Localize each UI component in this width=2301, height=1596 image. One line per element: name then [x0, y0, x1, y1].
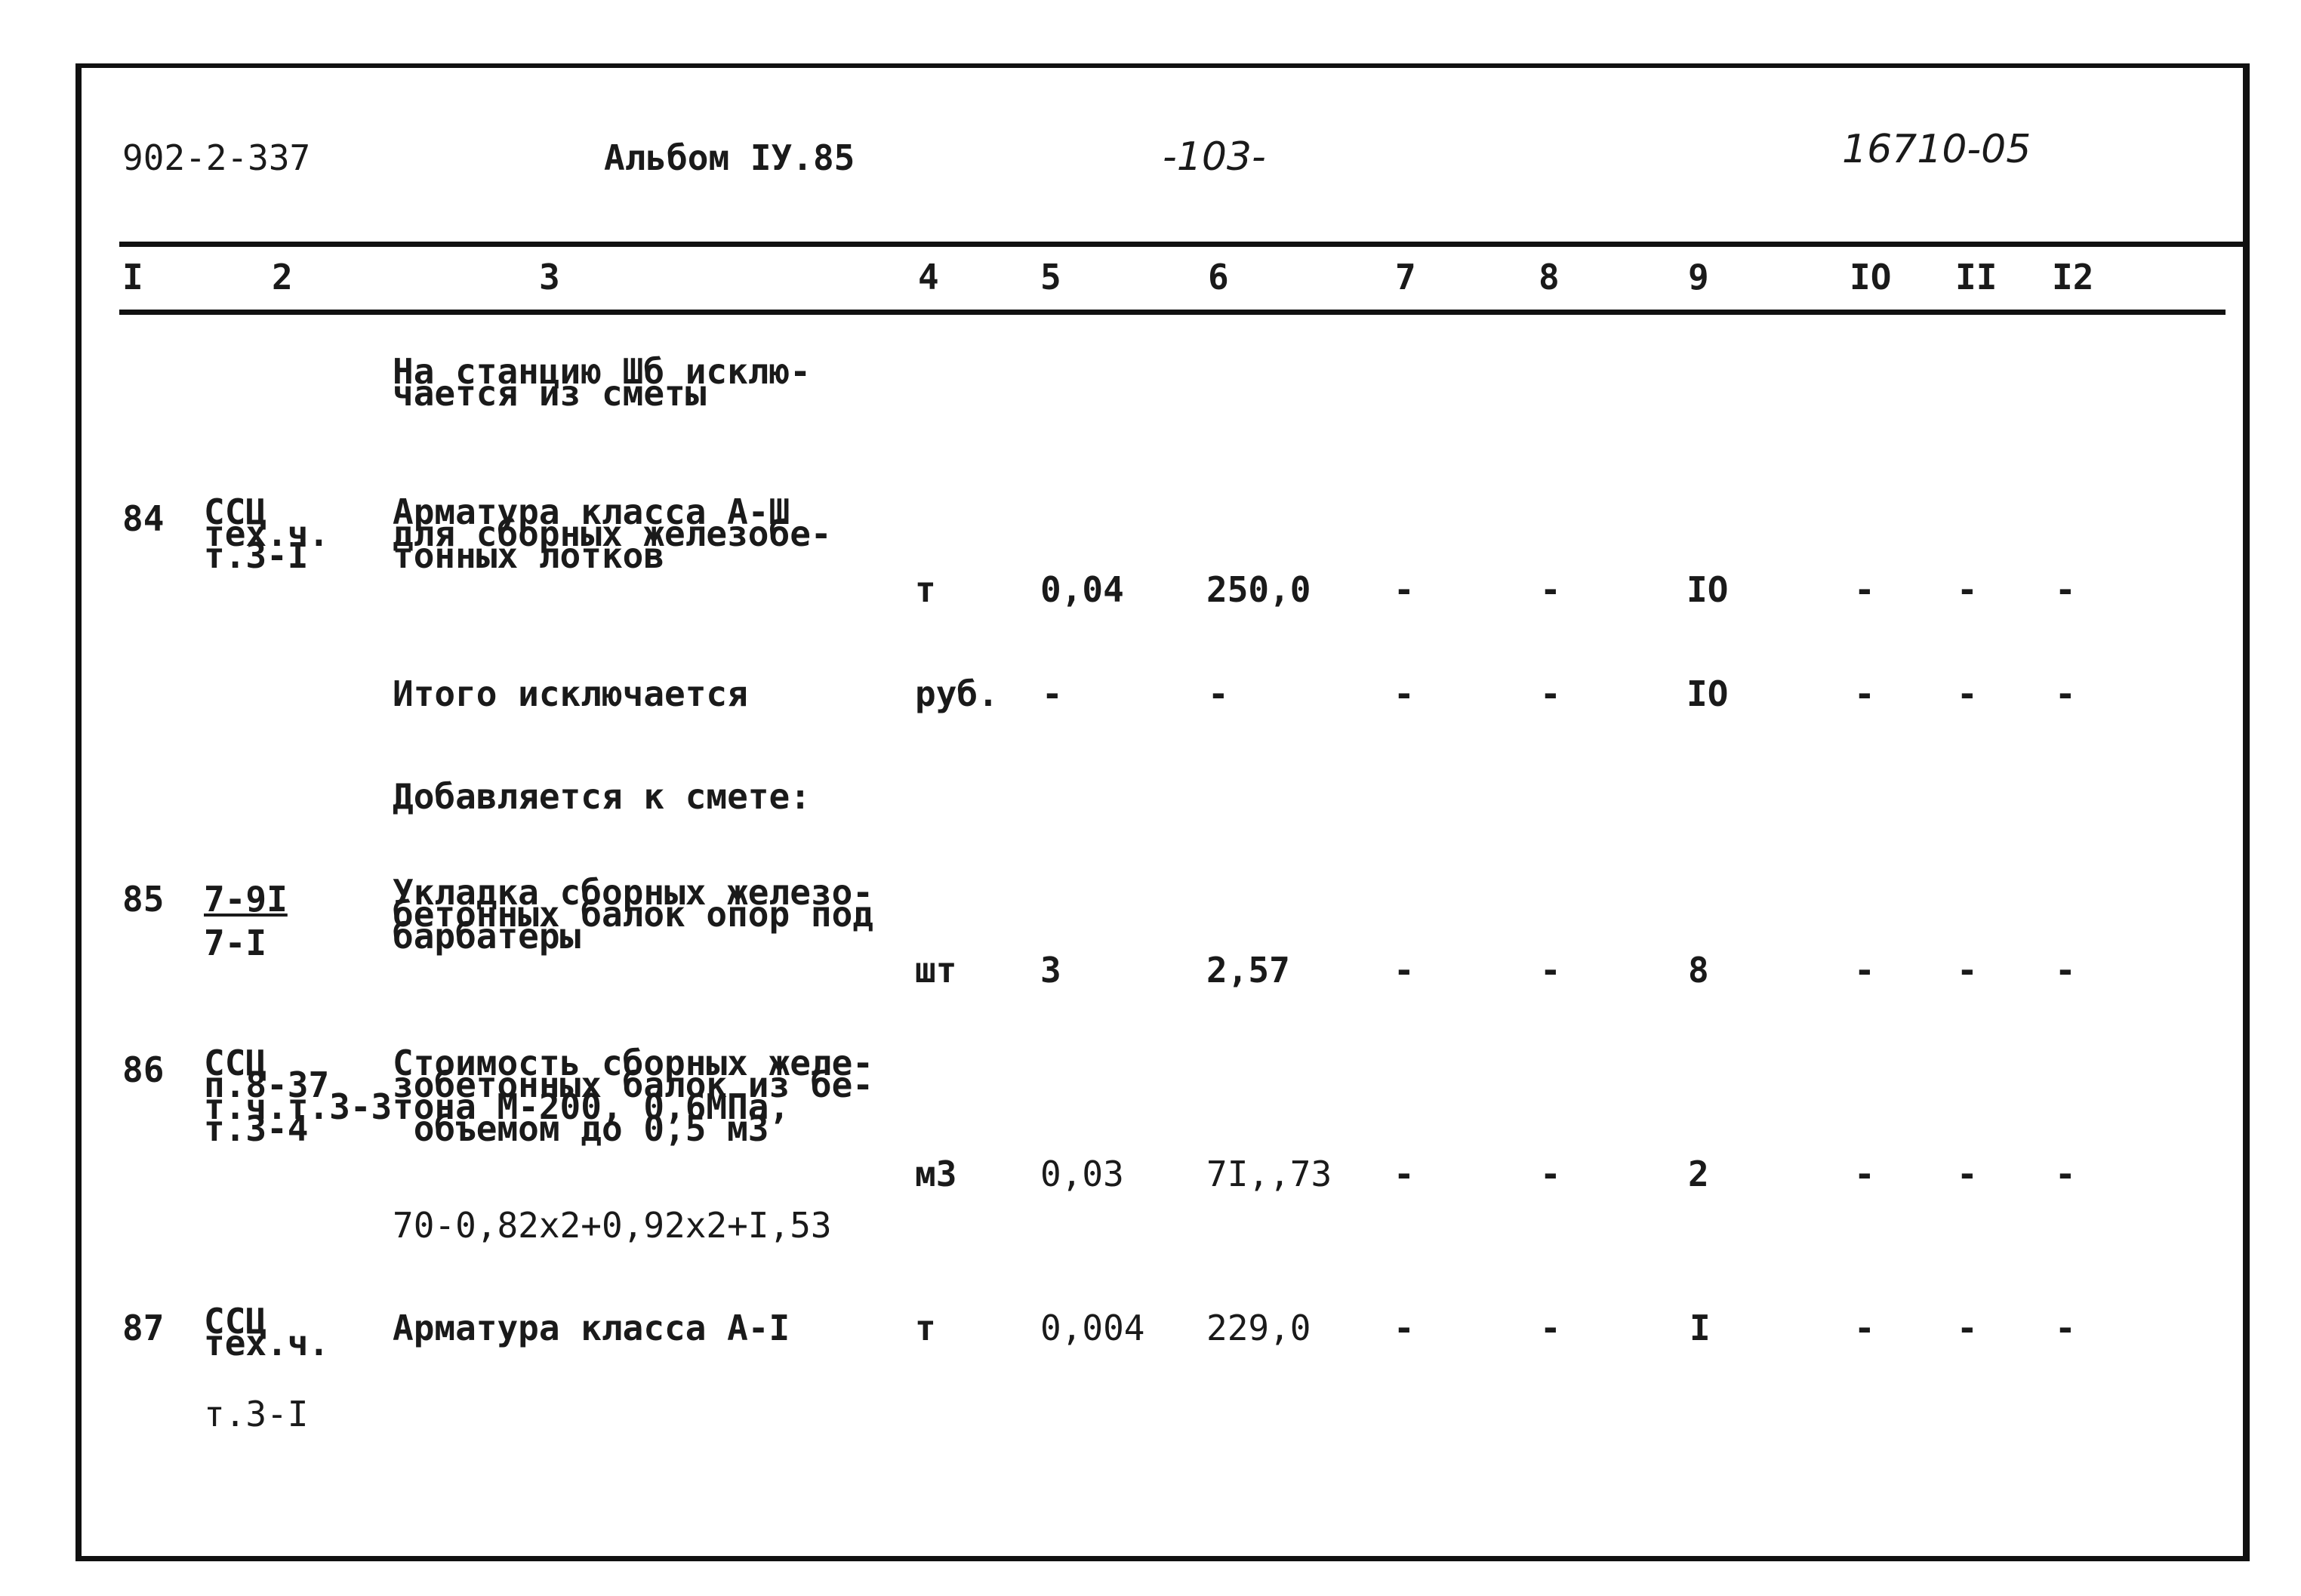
row85-unit: шт — [915, 950, 957, 991]
row84-c7: - — [1394, 569, 1415, 610]
section-added: Добавляется к смете: — [393, 776, 811, 817]
row86-num: 86 — [122, 1049, 165, 1090]
row84-c12: - — [2055, 569, 2076, 610]
row85-qty: 3 — [1040, 950, 1061, 991]
col-6: 6 — [1208, 257, 1229, 297]
row84-c8: - — [1540, 569, 1561, 610]
row84-qty: 0,04 — [1040, 569, 1124, 610]
col-10: IO — [1850, 257, 1892, 297]
row86-c7: - — [1394, 1154, 1415, 1194]
row86-c10: - — [1854, 1154, 1875, 1194]
row86-c8: - — [1540, 1154, 1561, 1194]
col-8: 8 — [1539, 257, 1560, 297]
header-page: -103- — [1163, 134, 1266, 180]
row87-c11: - — [1957, 1308, 1978, 1348]
row85-c10: - — [1854, 950, 1875, 991]
row86-c11: - — [1957, 1154, 1978, 1194]
row86-formula: 70-0,82х2+0,92х2+I,53 — [393, 1205, 832, 1246]
col-2: 2 — [272, 257, 293, 297]
header-album: Альбом IУ.85 — [604, 137, 855, 178]
header-divider — [119, 242, 2248, 247]
header-number: 16710-05 — [1842, 127, 2031, 172]
section-excluded: На станцию Шб исклю- чается из сметы — [393, 351, 811, 414]
total-c7: - — [1394, 673, 1415, 714]
row85-price: 2,57 — [1206, 950, 1290, 991]
row85-c7: - — [1394, 950, 1415, 991]
row87-c8: - — [1540, 1308, 1561, 1348]
col-3: 3 — [539, 257, 560, 297]
total-unit: руб. — [915, 673, 999, 714]
row84-c11: - — [1957, 569, 1978, 610]
row86-qty: 0,03 — [1040, 1154, 1124, 1194]
row85-c12: - — [2055, 950, 2076, 991]
row87-price: 229,0 — [1206, 1308, 1311, 1348]
row85-c9: 8 — [1688, 950, 1709, 991]
col-7: 7 — [1395, 257, 1416, 297]
row87-c12: - — [2055, 1308, 2076, 1348]
row87-code-extra: т.3-I — [204, 1394, 309, 1434]
column-header-divider — [119, 310, 2226, 315]
row86-desc: Стоимость сборных желе- зобетонных балок из бе- тона М-200, 0,6МПа, объемом до 0,5 м3 — [393, 1043, 873, 1149]
row87-c7: - — [1394, 1308, 1415, 1348]
row85-c11: - — [1957, 950, 1978, 991]
total-c8: - — [1540, 673, 1561, 714]
row86-c9: 2 — [1688, 1154, 1709, 1194]
col-1: I — [122, 257, 143, 297]
row86-code: ССЦ п.8-37 т.ч.т.3-3 т.3-4 — [204, 1043, 393, 1149]
col-9: 9 — [1688, 257, 1709, 297]
total-c11: - — [1957, 673, 1978, 714]
row86-c12: - — [2055, 1154, 2076, 1194]
row87-desc: Арматура класса А-I — [393, 1308, 790, 1348]
row87-qty: 0,004 — [1040, 1308, 1145, 1348]
row87-num: 87 — [122, 1308, 165, 1348]
col-11: II — [1955, 257, 1998, 297]
row86-price: 7I,,73 — [1206, 1154, 1332, 1194]
row85-num: 85 — [122, 879, 165, 920]
row85-desc: Укладка сборных железо- бетонных балок опор под барбатеры — [393, 872, 873, 957]
row85-code-bottom: 7-I — [204, 923, 267, 963]
row84-c10: - — [1854, 569, 1875, 610]
row85-code-top: 7-9I — [204, 879, 288, 920]
row84-c9: IO — [1686, 569, 1729, 610]
col-4: 4 — [918, 257, 939, 297]
total-c10: - — [1854, 673, 1875, 714]
row87-c10: - — [1854, 1308, 1875, 1348]
total-desc: Итого исключается — [393, 673, 748, 714]
row84-num: 84 — [122, 498, 165, 539]
total-c9: IO — [1686, 673, 1729, 714]
row84-unit: т — [915, 569, 936, 610]
row87-code: ССЦ тех.ч. — [204, 1301, 330, 1363]
row87-unit: т — [915, 1308, 936, 1348]
total-qty: - — [1042, 673, 1063, 714]
row84-price: 250,0 — [1206, 569, 1311, 610]
row87-c9: I — [1690, 1308, 1711, 1348]
row84-code: ССЦ тех.ч. т.3-I — [204, 491, 330, 576]
row85-c8: - — [1540, 950, 1561, 991]
row84-desc: Арматура класса А-Ш для сборных железобе- тонных лотков — [393, 491, 832, 576]
total-price: - — [1208, 673, 1229, 714]
col-5: 5 — [1040, 257, 1061, 297]
header-code: 902-2-337 — [122, 137, 311, 178]
row86-unit: м3 — [915, 1154, 957, 1194]
total-c12: - — [2055, 673, 2076, 714]
col-12: I2 — [2052, 257, 2094, 297]
